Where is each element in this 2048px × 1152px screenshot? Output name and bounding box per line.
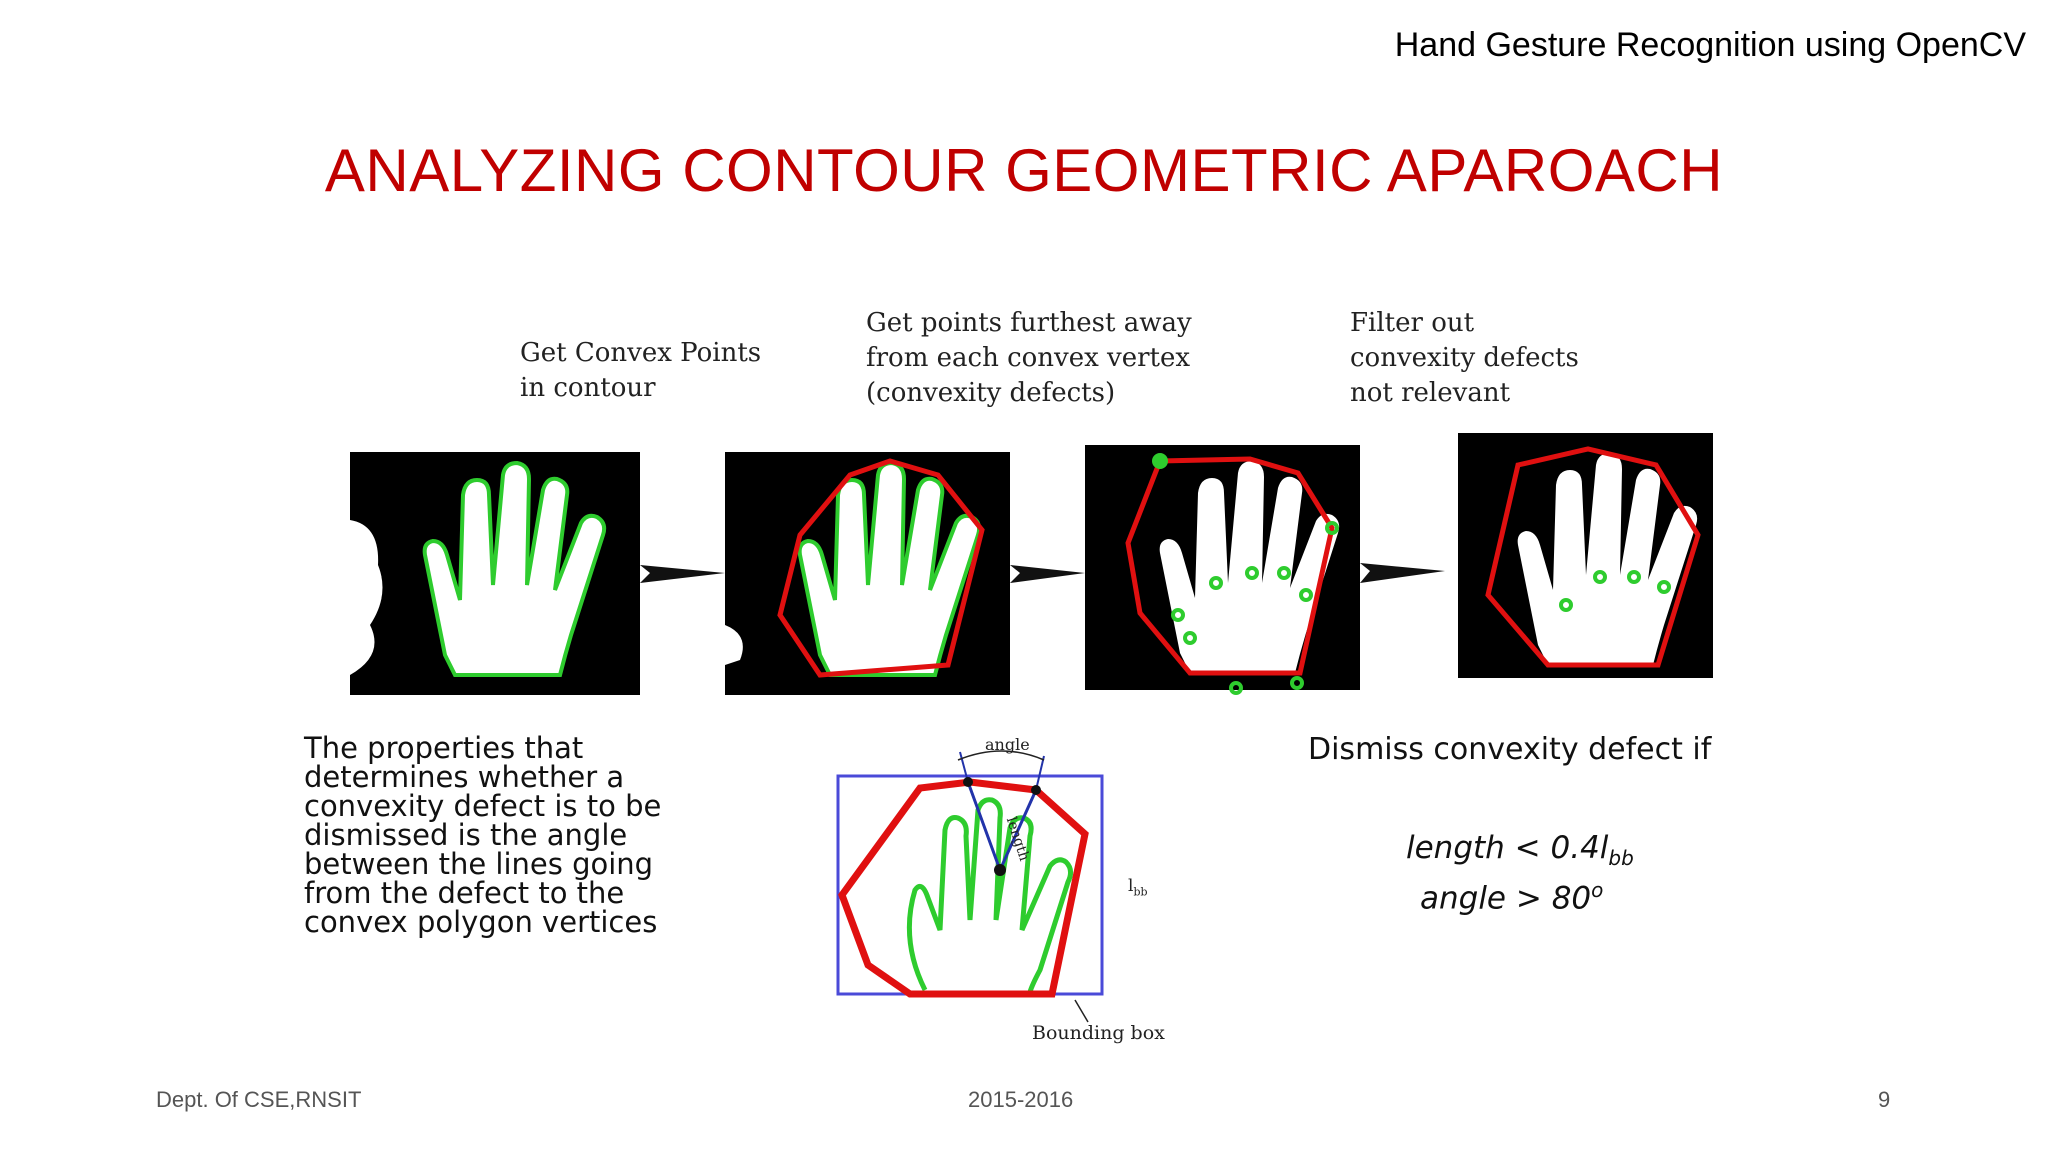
footer-year: 2015-2016 [968, 1087, 1074, 1112]
bounding-box-label: Bounding box [1032, 1022, 1165, 1044]
length-label: length [1002, 815, 1033, 864]
pipeline-figure [340, 425, 1720, 715]
panel-convex-hull [725, 452, 1010, 695]
rule-length: length < $0.4l_{bb}$ [1406, 830, 1634, 871]
caption-step1: Get Convex Points in contour [520, 338, 762, 403]
panel-filtered [1458, 433, 1713, 678]
lbb-label: $l_{bb}$ [1128, 876, 1148, 899]
convex-hull [842, 782, 1085, 994]
slide-title: ANALYZING CONTOUR GEOMETRIC APAROACH [324, 137, 1724, 204]
panel-defects [1085, 445, 1360, 693]
angle-label: angle [985, 735, 1030, 754]
caption-step3: Filter out convexity defects not relevant [1350, 308, 1579, 408]
footer-dept: Dept. Of CSE,RNSIT [156, 1087, 362, 1112]
panel-contour [350, 452, 640, 695]
properties-text: The properties that determines whether a convexity defect is to be dismissed is the angle between the lines going from the defect to the convex polygon vertices [304, 731, 662, 939]
arrow-icon [640, 565, 725, 583]
arrow-icon [1360, 563, 1445, 583]
presentation-title: Hand Gesture Recognition using OpenCV [1394, 26, 2026, 64]
rule-angle: angle > $80^o$ [1420, 878, 1604, 917]
page-number: 9 [1878, 1087, 1891, 1112]
caption-step2: Get points furthest away from each convex vertex (convexity defects) [866, 308, 1192, 408]
arrow-icon [1010, 565, 1085, 583]
dismiss-heading: Dismiss convexity defect if [1308, 732, 1712, 767]
